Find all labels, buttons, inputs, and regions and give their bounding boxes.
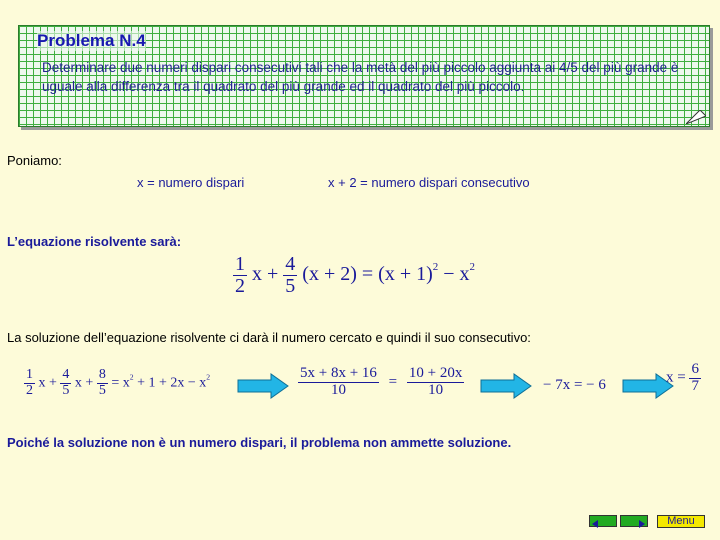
next-slide-button[interactable] (620, 515, 648, 527)
problem-title: Problema N.4 (37, 31, 146, 50)
solution-step-2: $\frac{5x + 8x + 16}{10}$ = $\frac{10 + 20x}{10}$ (300, 365, 463, 398)
prev-slide-button[interactable] (589, 515, 617, 527)
solution-step-3: − 7x = − 6 (543, 377, 606, 393)
resolving-equation: $\frac{1}{2}$ x + $\frac{4}{5}$ $(x + 2) = (x + 1)^2 - x^2$ (235, 253, 476, 297)
arrow-right-icon (237, 373, 289, 399)
solution-intro: La soluzione dell’equazione risolvente ci darà il numero cercato e quindi il suo consecutivo: (7, 330, 531, 345)
solution-step-1: $\frac{1}{2}$ x + $\frac{4}{5}$ x + $\frac{8}{5}$ = $x^2 + 1 + 2x - x^2$ (26, 367, 211, 398)
intro-label: Poniamo: (7, 153, 62, 168)
equation-label: L’equazione risolvente sarà: (7, 234, 182, 249)
problem-statement: Determinare due numeri dispari consecutivi tali che la metà del più piccolo aggiunta ai 4/5 del più grande è uguale alla differenza tra il quadrato del più grande ed il quadrato del più piccolo. (42, 60, 679, 94)
conclusion-text: Poiché la soluzione non è un numero dispari, il problema non ammette soluzione. (7, 435, 512, 450)
arrow-right-icon (480, 373, 532, 399)
solution-step-4: x = $\frac{6}{7}$ (666, 361, 699, 394)
fraction-one-half: $\frac{1}{2}$ (235, 253, 245, 297)
var-x-definition: x = numero dispari (137, 175, 245, 190)
fraction-four-fifths: $\frac{4}{5}$ (285, 253, 296, 297)
arrow-right-icon (621, 519, 647, 529)
menu-button[interactable]: Menu (657, 515, 705, 528)
page-fold-icon (686, 110, 706, 124)
var-x2-definition: x + 2 = numero dispari consecutivo (328, 175, 530, 190)
arrow-left-icon (590, 519, 616, 529)
